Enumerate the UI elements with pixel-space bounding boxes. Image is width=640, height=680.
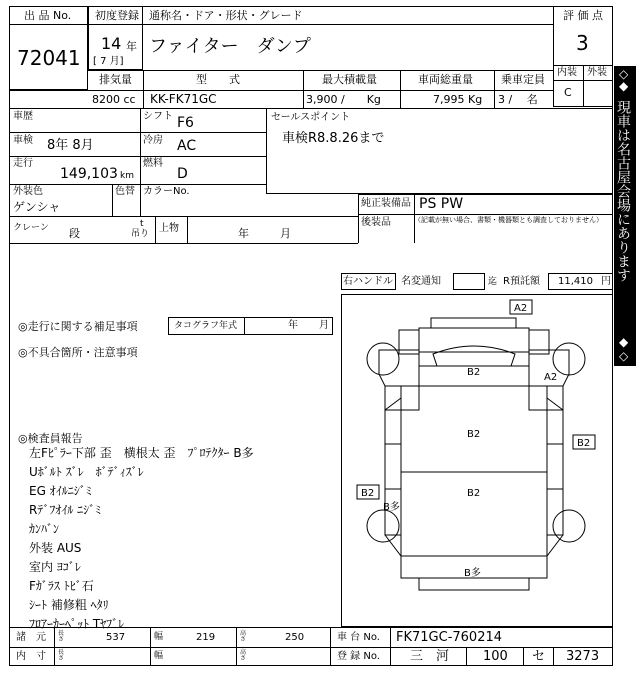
lot-number-label: 出 品 No.	[24, 9, 72, 22]
mark-b2-right-box: B2	[577, 438, 591, 449]
color-code-label: カラーNo.	[143, 186, 190, 197]
height-value: 250	[285, 632, 305, 643]
width-label: 幅	[154, 632, 164, 642]
max-load-label: 最大積載量	[322, 73, 377, 86]
crane-tsuri: 吊り	[131, 229, 150, 239]
gross-weight-label: 車両総重量	[418, 73, 473, 86]
mark-b2-lower-bed: B2	[467, 488, 481, 499]
vehicle-name: ファイター ダンプ	[149, 36, 311, 57]
deposit-mark: 迄	[488, 277, 498, 287]
plate-label: 登 録 No.	[337, 651, 380, 662]
mark-b2-left-box: B2	[361, 488, 375, 499]
mark-b2-upper-bed: B2	[467, 429, 481, 440]
exterior-color-value: ゲンシャ	[13, 200, 61, 214]
report-line: 室内 ﾖｺﾞﾚ	[29, 560, 81, 574]
sales-point-label: セールスポイント	[271, 112, 351, 123]
tachograph-month: 月	[319, 320, 329, 331]
interior-grade-label: 内装	[557, 67, 577, 78]
interior-length-label: 長さ	[58, 649, 65, 663]
ac-value: AC	[177, 138, 197, 154]
exterior-grade-label: 外装	[587, 67, 607, 78]
inspection-label: 車検	[13, 135, 33, 146]
defects-label: ◎不具合箇所・注意事項	[18, 346, 138, 359]
truck-damage-diagram	[341, 294, 613, 627]
model-value: KK-FK71GC	[150, 92, 217, 106]
capacity-label: 乗車定員	[501, 73, 545, 86]
fuel-label: 燃料	[143, 158, 163, 169]
max-load-value: 3,900 / Kg	[306, 93, 381, 106]
interior-height-label: 高さ	[240, 649, 247, 663]
recycle-deposit-label: R預託額	[503, 276, 540, 287]
crane-t: t	[140, 219, 144, 229]
grade-label: 評 価 点	[563, 9, 603, 22]
overall-grade: 3	[576, 31, 589, 55]
report-line: Rﾃﾞﾌｵｲﾙ ﾆｼﾞﾐ	[29, 503, 102, 517]
plate-kana: セ	[532, 649, 546, 664]
report-line: ｼｰﾄ 補修粗 ﾍﾀﾘ	[29, 598, 109, 612]
sales-point-value: 車検R8.8.26まで	[282, 131, 385, 146]
report-line: Fｶﾞﾗｽ ﾄﾋﾞ石	[29, 579, 94, 593]
width-value: 219	[196, 632, 216, 643]
interior-grade: C	[564, 86, 572, 99]
inspection-value: 8年 8月	[47, 138, 94, 153]
displacement-value: 8200 cc	[92, 93, 136, 106]
report-line: ｶﾝﾊﾞﾝ	[29, 522, 60, 536]
aftermarket-note: （記載が無い場合、書類・機器類とも調査しておりません）	[414, 216, 603, 224]
plate-number: 3273	[566, 649, 600, 664]
mark-b-many-bottom: B多	[464, 568, 481, 579]
vehicle-name-label: 通称名・ドア・形状・グレード	[149, 9, 303, 22]
tachograph-year: 年	[288, 320, 298, 331]
first-registration-label: 初度登録	[95, 9, 139, 22]
venue-side-note: ◇ ◆ 現車は名古屋会場にあります ◆ ◇	[614, 66, 636, 366]
shift-label: シフト	[143, 111, 173, 122]
crane-dan: 段	[69, 227, 80, 240]
shift-value: F6	[177, 115, 194, 131]
plate-area: 三 河	[410, 649, 450, 664]
report-line: Uﾎﾞﾙﾄ ｽﾞﾚ ﾎﾞﾃﾞｨｽﾞﾚ	[29, 465, 144, 479]
mileage-unit: km	[120, 171, 134, 181]
displacement-label: 排気量	[99, 73, 132, 86]
history-label: 車歴	[13, 111, 33, 122]
name-transfer-label: 名変通知	[401, 276, 441, 287]
report-line: 外装 AUS	[29, 541, 82, 555]
color-change-label: 色替	[115, 186, 135, 197]
mark-a2-right: A2	[544, 372, 558, 383]
registration-month: [ 7 月]	[93, 56, 124, 67]
lot-number: 72041	[17, 46, 81, 70]
exterior-color-label: 外装色	[13, 186, 43, 197]
upper-body-month: 月	[280, 227, 291, 240]
model-label: 型 式	[196, 73, 240, 86]
recycle-deposit-amount: 11,410	[558, 276, 593, 287]
equipment-label: 純正装備品	[361, 198, 411, 209]
interior-dimensions-label: 内 寸	[16, 651, 46, 662]
venue-side-note-text: 現車は名古屋会場にあります	[615, 100, 631, 282]
upper-body-label: 上物	[159, 223, 179, 234]
aftermarket-label: 後装品	[361, 217, 391, 228]
dimensions-label: 諸 元	[16, 632, 46, 643]
length-label: 長さ	[58, 630, 65, 644]
report-line: EG ｵｲﾙﾆｼﾞﾐ	[29, 484, 92, 498]
mileage-label: 走行	[13, 158, 33, 169]
registration-year: 14	[101, 34, 122, 53]
chassis-number: FK71GC-760214	[396, 630, 503, 645]
mark-b-many-left: B多	[383, 502, 400, 513]
gross-weight-value: 7,995 Kg	[433, 93, 483, 106]
inspector-report-label: ◎検査員報告	[18, 432, 83, 445]
report-line: ﾌﾛｱｰｶｰﾍﾟｯﾄ Tﾔﾌﾞﾚ	[29, 617, 125, 631]
mark-a2-top: A2	[514, 303, 528, 314]
upper-body-year: 年	[238, 227, 249, 240]
fuel-value: D	[177, 166, 188, 182]
capacity-value: 3 / 名	[498, 93, 538, 106]
mileage-value: 149,103	[60, 166, 118, 182]
mark-b2-cab: B2	[467, 367, 481, 378]
tachograph-label: タコグラフ年式	[174, 321, 238, 331]
chassis-label: 車 台 No.	[337, 632, 380, 643]
registration-year-unit: 年	[126, 40, 137, 53]
ac-label: 冷房	[143, 135, 163, 146]
crane-label: クレーン	[13, 223, 49, 233]
equipment-value: PS PW	[419, 196, 464, 212]
handle-value: 右ハンドル	[343, 276, 393, 287]
recycle-deposit-unit: 円	[601, 276, 611, 287]
plate-class: 100	[483, 649, 508, 664]
height-label: 高さ	[240, 630, 247, 644]
length-value: 537	[106, 632, 126, 643]
report-line: 左Fﾋﾟﾗｰ下部 歪 横根太 歪 ﾌﾟﾛﾃｸﾀｰ B多	[29, 446, 254, 460]
driving-notes-label: ◎走行に関する補足事項	[18, 320, 138, 333]
name-transfer-box	[453, 273, 485, 290]
interior-width-label: 幅	[154, 651, 164, 661]
